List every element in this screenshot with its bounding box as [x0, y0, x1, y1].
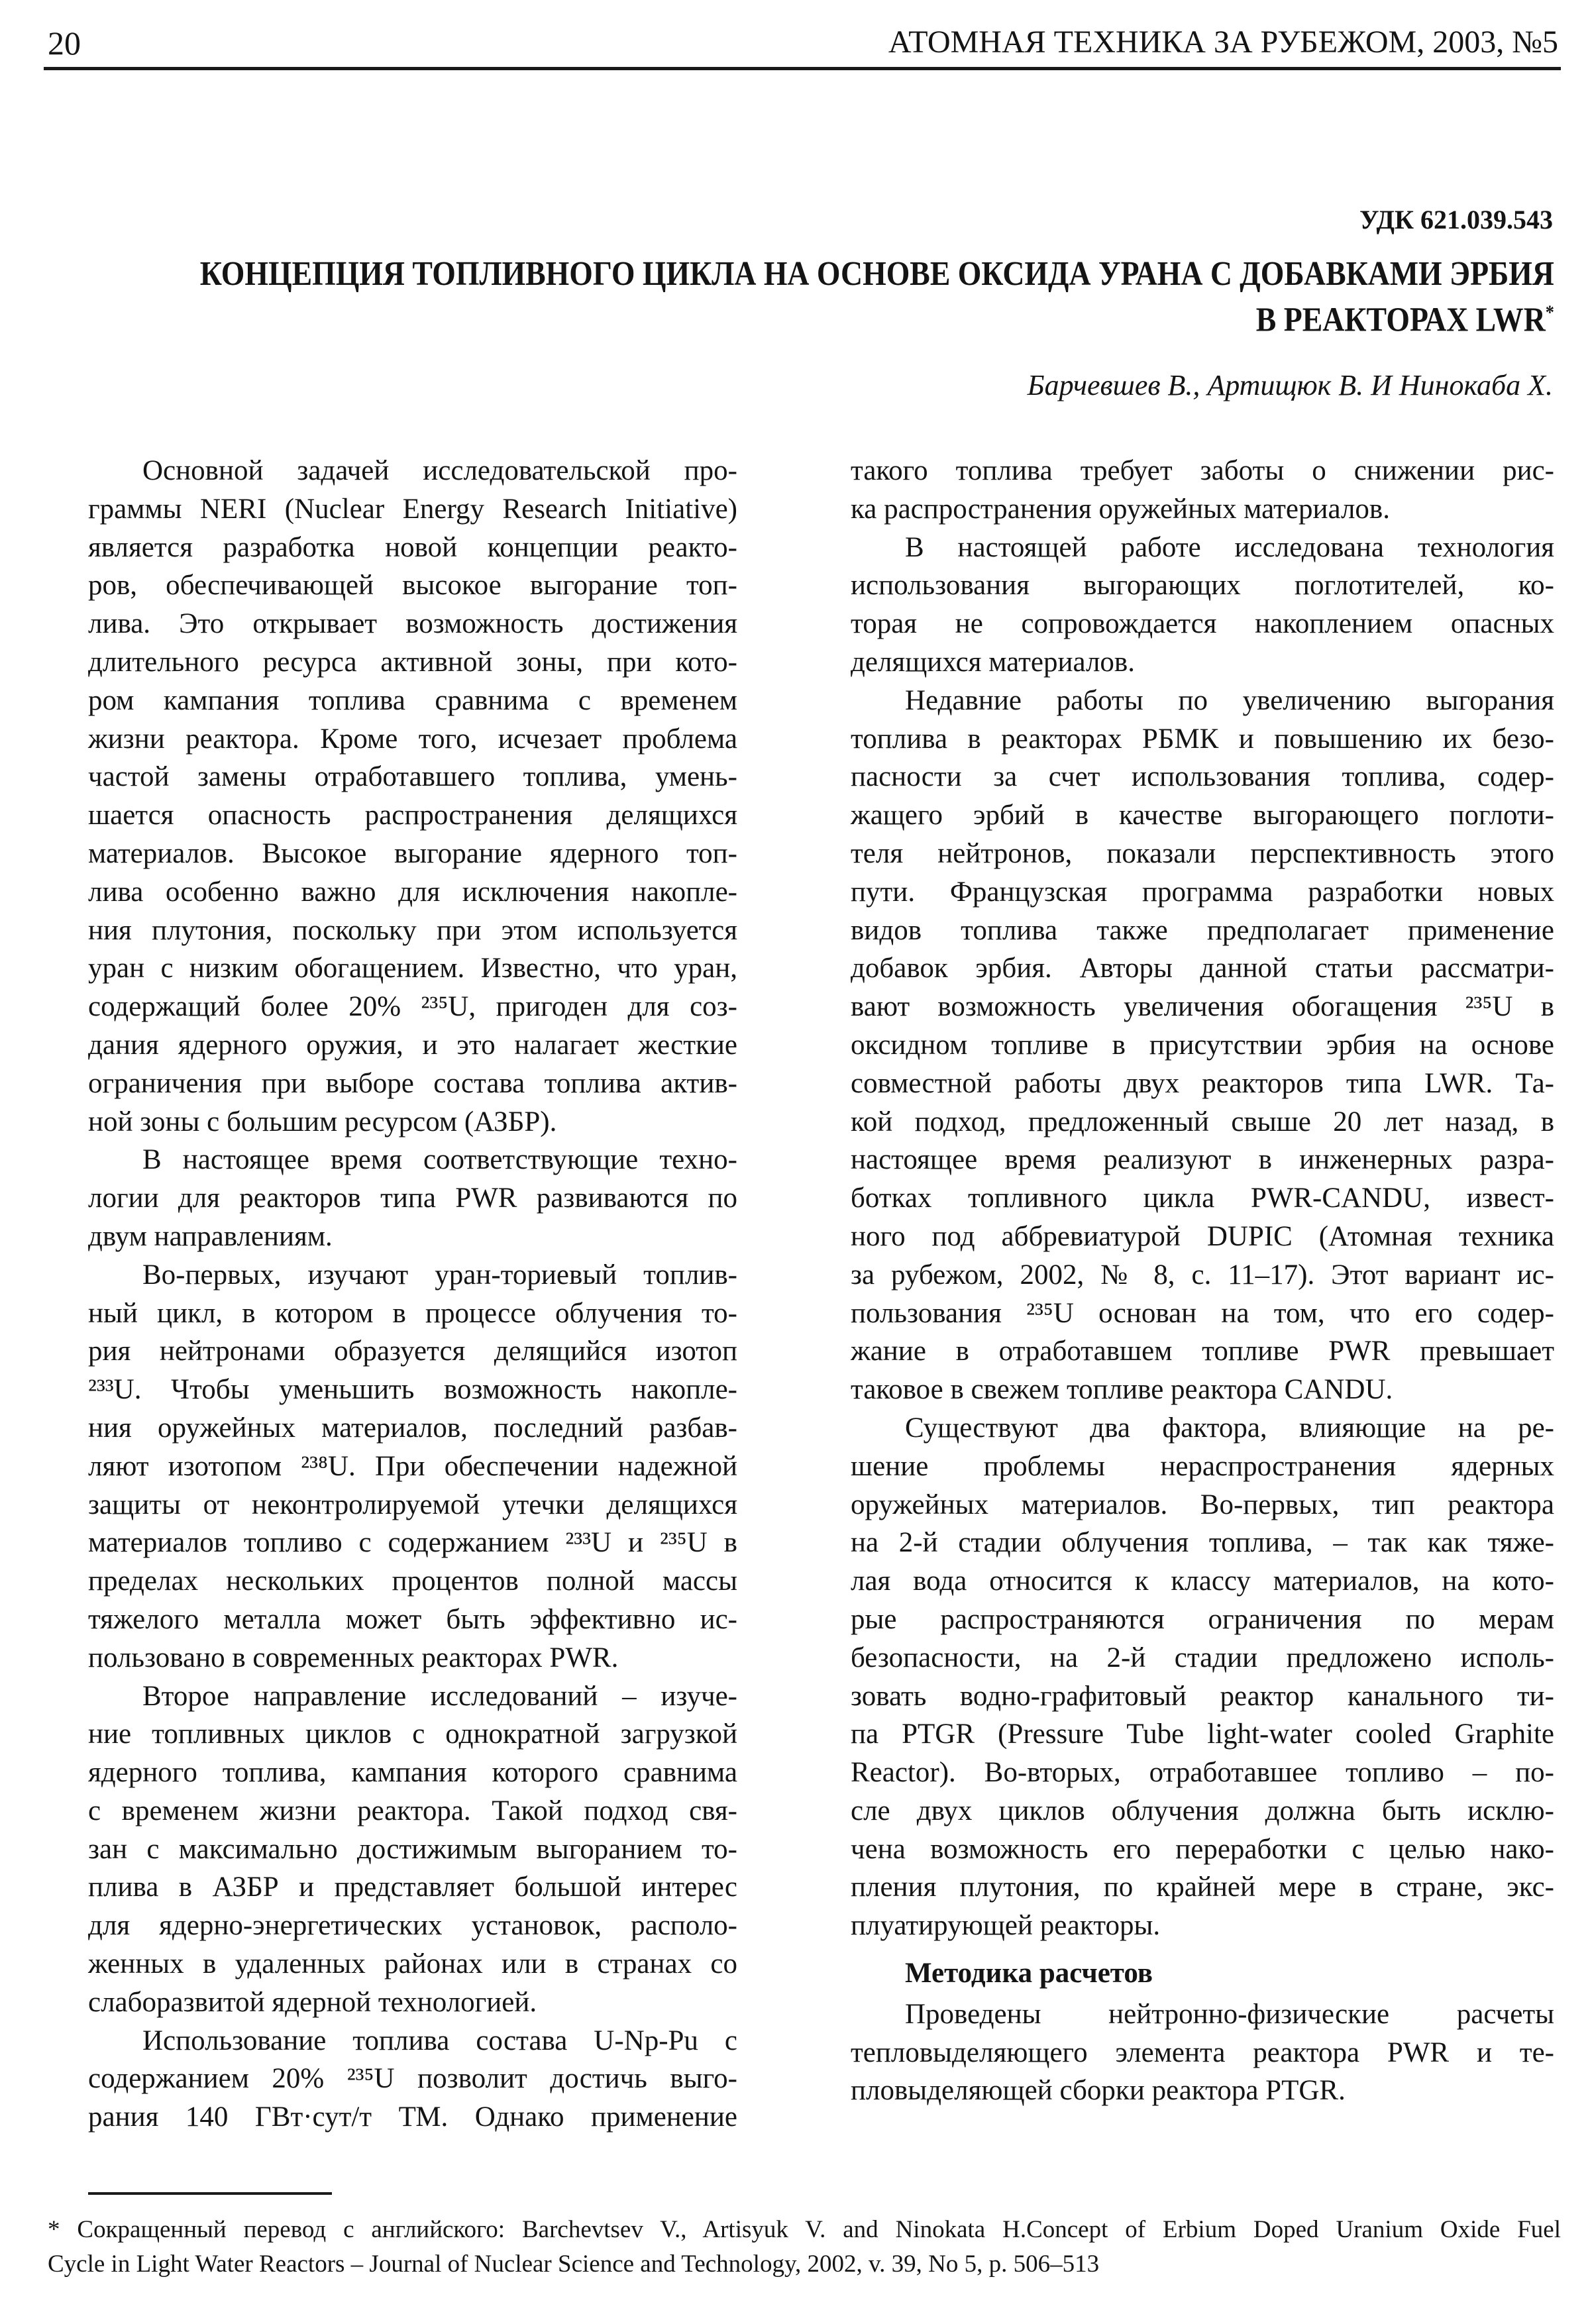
text-line: ной зоны с большим ресурсом (АЗБР).: [88, 1106, 557, 1137]
text-line: слаборазвитой ядерной технологией.: [88, 1986, 537, 2018]
section-heading: Методика расчетов: [905, 1958, 1153, 1989]
text-line: лива особенно важно для исключения накопле-: [88, 876, 737, 908]
text-line: Во-первых, изучают уран-ториевый топлив-: [142, 1259, 737, 1291]
text-line: жание в отработавшем топливе PWR превышает: [851, 1336, 1554, 1367]
text-line: Основной задачей исследовательской про-: [142, 455, 737, 486]
right-column: [851, 452, 1554, 2110]
text-line: ляют изотопом ²³⁸U. При обеспечении надежной: [88, 1450, 737, 1482]
text-line: Существуют два фактора, влияющие на ре-: [905, 1412, 1554, 1444]
text-line: видов топлива также предполагает применение: [851, 914, 1554, 946]
title-line-2-text: В РЕАКТОРАХ LWR: [1255, 301, 1546, 339]
text-line: на 2-й стадии облучения топлива, – так как тяже-: [851, 1527, 1554, 1559]
text-line: шается опасность распространения делящихся: [88, 800, 737, 831]
text-line: частой замены отработавшего топлива, умень-: [88, 761, 737, 793]
text-line: за рубежом, 2002, № 8, с. 11–17). Этот вариант ис-: [851, 1259, 1554, 1291]
text-line: Проведены нейтронно-физические расчеты: [905, 1998, 1554, 2030]
paragraph: [851, 452, 1554, 529]
text-line: ние топливных циклов с однократной загрузкой: [88, 1718, 737, 1750]
paragraph: [851, 529, 1554, 682]
text-line: ядерного топлива, кампания которого сравнима: [88, 1757, 737, 1789]
paragraph: [851, 682, 1554, 1409]
text-line: защиты от неконтролируемой утечки делящихся: [88, 1489, 737, 1520]
text-line: пловыделяющей сборки реактора PTGR.: [851, 2075, 1346, 2107]
text-line: двум направлениям.: [88, 1220, 333, 1252]
paragraph: [88, 1677, 737, 2022]
text-line: настоящее время реализуют в инженерных разра-: [851, 1144, 1554, 1176]
text-line: Второе направление исследований – изуче-: [142, 1680, 737, 1712]
text-line: тепловыделяющего элемента реактора PWR и те-: [851, 2036, 1554, 2068]
text-line: материалов топливо с содержанием ²³³U и ²³⁵U в: [88, 1527, 737, 1559]
text-line: пользовано в современных реакторах PWR.: [88, 1642, 619, 1673]
text-line: зан с максимально достижимым выгоранием то-: [88, 1833, 737, 1865]
text-line: дания ядерного оружия, и это налагает жесткие: [88, 1029, 737, 1061]
text-line: рания 140 ГВт·сут/т ТМ. Однако применение: [88, 2101, 737, 2133]
text-line: пределах нескольких процентов полной массы: [88, 1565, 737, 1597]
text-line: зовать водно-графитовый реактор канального ти-: [851, 1680, 1554, 1712]
text-line: содержащий более 20% ²³⁵U, пригоден для соз-: [88, 991, 737, 1023]
paragraph: [88, 1256, 737, 1677]
text-line: лая вода относится к классу материалов, на кото-: [851, 1565, 1554, 1597]
text-line: жизни реактора. Кроме того, исчезает проблема: [88, 723, 737, 755]
text-line: рые распространяются ограничения по мерам: [851, 1603, 1554, 1635]
text-line: лива. Это открывает возможность достижения: [88, 608, 737, 640]
text-line: добавок эрбия. Авторы данной статьи рассматри-: [851, 953, 1554, 984]
text-line: пользования ²³⁵U основан на том, что его содер-: [851, 1297, 1554, 1329]
text-line: сле двух циклов облучения должна быть исклю-: [851, 1795, 1554, 1826]
footnote-line: * Сокращенный перевод с английского: Barchevtsev V., Artisyuk V. and Ninokata H.Concept of Erbium Doped Uranium Oxide Fuel: [48, 2216, 1561, 2243]
page-number: 20: [48, 25, 81, 62]
text-line: пления плутония, по крайней мере в стране, экс-: [851, 1872, 1554, 1903]
text-line: теля нейтронов, показали перспективность этого: [851, 837, 1554, 869]
text-line: такого топлива требует заботы о снижении рис-: [851, 455, 1554, 486]
footnote-marker: *: [1545, 301, 1554, 323]
text-line: Использование топлива состава U-Np-Pu с: [142, 2025, 737, 2056]
text-line: ром кампания топлива сравнима с временем: [88, 684, 737, 716]
text-line: В настоящее время соответствующие техно-: [142, 1144, 737, 1176]
text-line: ный цикл, в котором в процессе облучения то-: [88, 1297, 737, 1329]
text-line: Недавние работы по увеличению выгорания: [905, 684, 1554, 716]
article-authors: Барчевшев В., Артищюк В. И Нинокаба Х.: [1027, 369, 1553, 401]
text-line: В настоящей работе исследована технология: [905, 531, 1554, 563]
text-line: оксидном топливе в присутствии эрбия на основе: [851, 1029, 1554, 1061]
udk-code: УДК 621.039.543: [1359, 205, 1553, 235]
title-line-2: [200, 293, 1554, 339]
paragraph: [88, 1141, 737, 1255]
left-column: [88, 452, 737, 2137]
journal-running-head: АТОМНАЯ ТЕХНИКА ЗА РУБЕЖОМ, 2003, №5: [888, 25, 1558, 60]
text-line: кой подход, предложенный свыше 20 лет назад, в: [851, 1106, 1554, 1137]
text-line: совместной работы двух реакторов типа LWR. Та-: [851, 1067, 1554, 1099]
text-line: топлива в реакторах РБМК и повышению их безо-: [851, 723, 1554, 755]
text-line: делящихся материалов.: [851, 646, 1135, 678]
text-line: является разработка новой концепции реакто-: [88, 531, 737, 563]
text-line: логии для реакторов типа PWR развиваются по: [88, 1183, 737, 1214]
text-line: тяжелого металла может быть эффективно ис-: [88, 1603, 737, 1635]
paragraph: [851, 1409, 1554, 1945]
text-line: оружейных материалов. Во-первых, тип реактора: [851, 1489, 1554, 1520]
paragraph: [851, 1995, 1554, 2110]
text-line: содержанием 20% ²³⁵U позволит достичь выго-: [88, 2063, 737, 2095]
text-line: уран с низким обогащением. Известно, что уран,: [88, 953, 737, 984]
text-line: ния оружейных материалов, последний разбав-: [88, 1412, 737, 1444]
text-line: жащего эрбий в качестве выгорающего поглоти-: [851, 800, 1554, 831]
paragraph: [88, 2022, 737, 2137]
text-line: для ядерно-энергетических установок, располо-: [88, 1910, 737, 1942]
text-line: материалов. Высокое выгорание ядерного топ-: [88, 837, 737, 869]
text-line: ограничения при выборе состава топлива актив-: [88, 1067, 737, 1099]
text-line: рия нейтронами образуется делящийся изотоп: [88, 1336, 737, 1367]
text-line: безопасности, на 2-й стадии предложено исполь-: [851, 1642, 1554, 1673]
text-line: ботках топливного цикла PWR-CANDU, извест-: [851, 1183, 1554, 1214]
text-line: граммы NERI (Nuclear Energy Research Initiative): [88, 493, 737, 525]
text-line: пасности за счет использования топлива, содер-: [851, 761, 1554, 793]
text-line: ров, обеспечивающей высокое выгорание топ-: [88, 570, 737, 602]
text-line: чена возможность его переработки с целью нако-: [851, 1833, 1554, 1865]
text-line: длительного ресурса активной зоны, при кото-: [88, 646, 737, 678]
text-line: ного под аббревиатурой DUPIC (Атомная техника: [851, 1220, 1554, 1252]
text-line: плива в АЗБР и представляет большой интерес: [88, 1872, 737, 1903]
header-divider: [44, 67, 1561, 70]
text-line: с временем жизни реактора. Такой подход свя-: [88, 1795, 737, 1826]
footnote-divider: [88, 2192, 332, 2195]
footnote: [48, 2213, 1561, 2282]
text-line: шение проблемы нераспространения ядерных: [851, 1450, 1554, 1482]
text-line: па PTGR (Pressure Tube light-water cooled Graphite: [851, 1718, 1554, 1750]
text-line: Reactor). Во-вторых, отработавшее топливо – по-: [851, 1757, 1554, 1789]
text-line: ²³³U. Чтобы уменьшить возможность накопле-: [88, 1374, 737, 1406]
text-line: вают возможность увеличения обогащения ²³⁵U в: [851, 991, 1554, 1023]
text-line: использования выгорающих поглотителей, ко-: [851, 570, 1554, 602]
text-line: таковое в свежем топливе реактора CANDU.: [851, 1374, 1393, 1406]
text-line: плуатирующей реакторы.: [851, 1910, 1161, 1942]
paragraph: [88, 452, 737, 1141]
text-line: женных в удаленных районах или в странах со: [88, 1948, 737, 1980]
text-line: пути. Французская программа разработки новых: [851, 876, 1554, 908]
article-title: [200, 255, 1554, 339]
title-line-1: КОНЦЕПЦИЯ ТОПЛИВНОГО ЦИКЛА НА ОСНОВЕ ОКСИДА УРАНА С ДОБАВКАМИ ЭРБИЯ: [199, 255, 1554, 293]
text-line: ка распространения оружейных материалов.: [851, 493, 1390, 525]
text-line: торая не сопровождается накоплением опасных: [851, 608, 1554, 640]
text-line: ния плутония, поскольку при этом используется: [88, 914, 737, 946]
footnote-line: Cycle in Light Water Reactors – Journal of Nuclear Science and Technology, 2002, v. 39, No 5, p. 506–513: [48, 2250, 1100, 2278]
